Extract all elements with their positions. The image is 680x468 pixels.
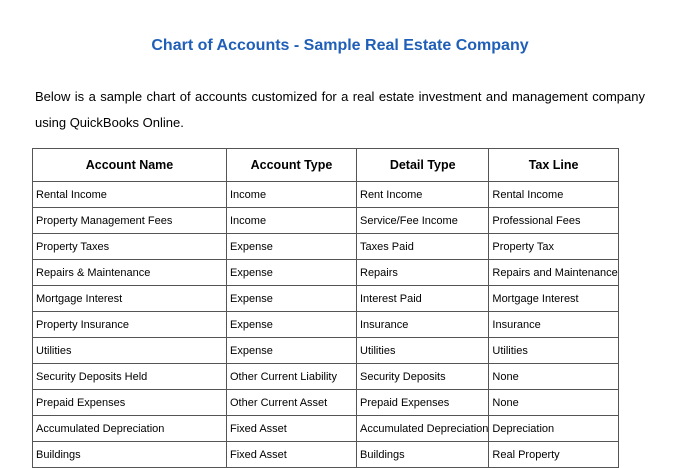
- table-row: [33, 286, 619, 312]
- account-name-cell: Rental Income: [33, 182, 227, 208]
- header-account-type: Account Type: [227, 149, 357, 182]
- table-row: [33, 182, 619, 208]
- document-title: Chart of Accounts - Sample Real Estate Company: [151, 37, 529, 54]
- detail-type-cell: Prepaid Expenses: [357, 390, 489, 416]
- account-type-cell: Expense: [227, 312, 357, 338]
- account-type-cell: Expense: [227, 286, 357, 312]
- account-type-cell: Fixed Asset: [227, 442, 357, 468]
- tax-line-cell: Insurance: [489, 312, 618, 338]
- detail-type-cell: Accumulated Depreciation: [357, 416, 489, 442]
- detail-type-cell: Taxes Paid: [357, 234, 489, 260]
- header-tax-line: Tax Line: [489, 149, 618, 182]
- table-row: [33, 390, 619, 416]
- account-name-cell: Property Taxes: [33, 234, 227, 260]
- table-header-row: [33, 149, 619, 182]
- account-type-cell: Expense: [227, 260, 357, 286]
- account-type-cell: Fixed Asset: [227, 416, 357, 442]
- tax-line-cell: Rental Income: [489, 182, 618, 208]
- detail-type-cell: Service/Fee Income: [357, 208, 489, 234]
- account-name-cell: Security Deposits Held: [33, 364, 227, 390]
- table-row: [33, 312, 619, 338]
- account-name-cell: Accumulated Depreciation: [33, 416, 227, 442]
- detail-type-cell: Security Deposits: [357, 364, 489, 390]
- account-name-cell: Utilities: [33, 338, 227, 364]
- intro-paragraph: Below is a sample chart of accounts customized for a real estate investment and management company using QuickBooks Online.: [35, 89, 645, 130]
- tax-line-cell: Property Tax: [489, 234, 618, 260]
- tax-line-cell: Depreciation: [489, 416, 618, 442]
- chart-of-accounts-table: [32, 148, 619, 468]
- account-name-cell: Property Insurance: [33, 312, 227, 338]
- table-row: [33, 234, 619, 260]
- account-name-cell: Prepaid Expenses: [33, 390, 227, 416]
- tax-line-cell: None: [489, 364, 618, 390]
- table-row: [33, 416, 619, 442]
- tax-line-cell: None: [489, 390, 618, 416]
- account-type-cell: Income: [227, 182, 357, 208]
- table-row: [33, 364, 619, 390]
- account-name-cell: Repairs & Maintenance: [33, 260, 227, 286]
- account-type-cell: Other Current Liability: [227, 364, 357, 390]
- table-row: [33, 208, 619, 234]
- account-type-cell: Expense: [227, 338, 357, 364]
- account-type-cell: Income: [227, 208, 357, 234]
- account-type-cell: Expense: [227, 234, 357, 260]
- detail-type-cell: Insurance: [357, 312, 489, 338]
- table-row: [33, 260, 619, 286]
- detail-type-cell: Repairs: [357, 260, 489, 286]
- detail-type-cell: Rent Income: [357, 182, 489, 208]
- detail-type-cell: Interest Paid: [357, 286, 489, 312]
- header-detail-type: Detail Type: [357, 149, 489, 182]
- tax-line-cell: Utilities: [489, 338, 618, 364]
- header-account-name: Account Name: [33, 149, 227, 182]
- account-type-cell: Other Current Asset: [227, 390, 357, 416]
- tax-line-cell: Real Property: [489, 442, 618, 468]
- tax-line-cell: Professional Fees: [489, 208, 618, 234]
- table-row: [33, 338, 619, 364]
- tax-line-cell: Mortgage Interest: [489, 286, 618, 312]
- account-name-cell: Property Management Fees: [33, 208, 227, 234]
- table-row: [33, 442, 619, 468]
- tax-line-cell: Repairs and Maintenance: [489, 260, 618, 286]
- account-name-cell: Buildings: [33, 442, 227, 468]
- detail-type-cell: Utilities: [357, 338, 489, 364]
- detail-type-cell: Buildings: [357, 442, 489, 468]
- account-name-cell: Mortgage Interest: [33, 286, 227, 312]
